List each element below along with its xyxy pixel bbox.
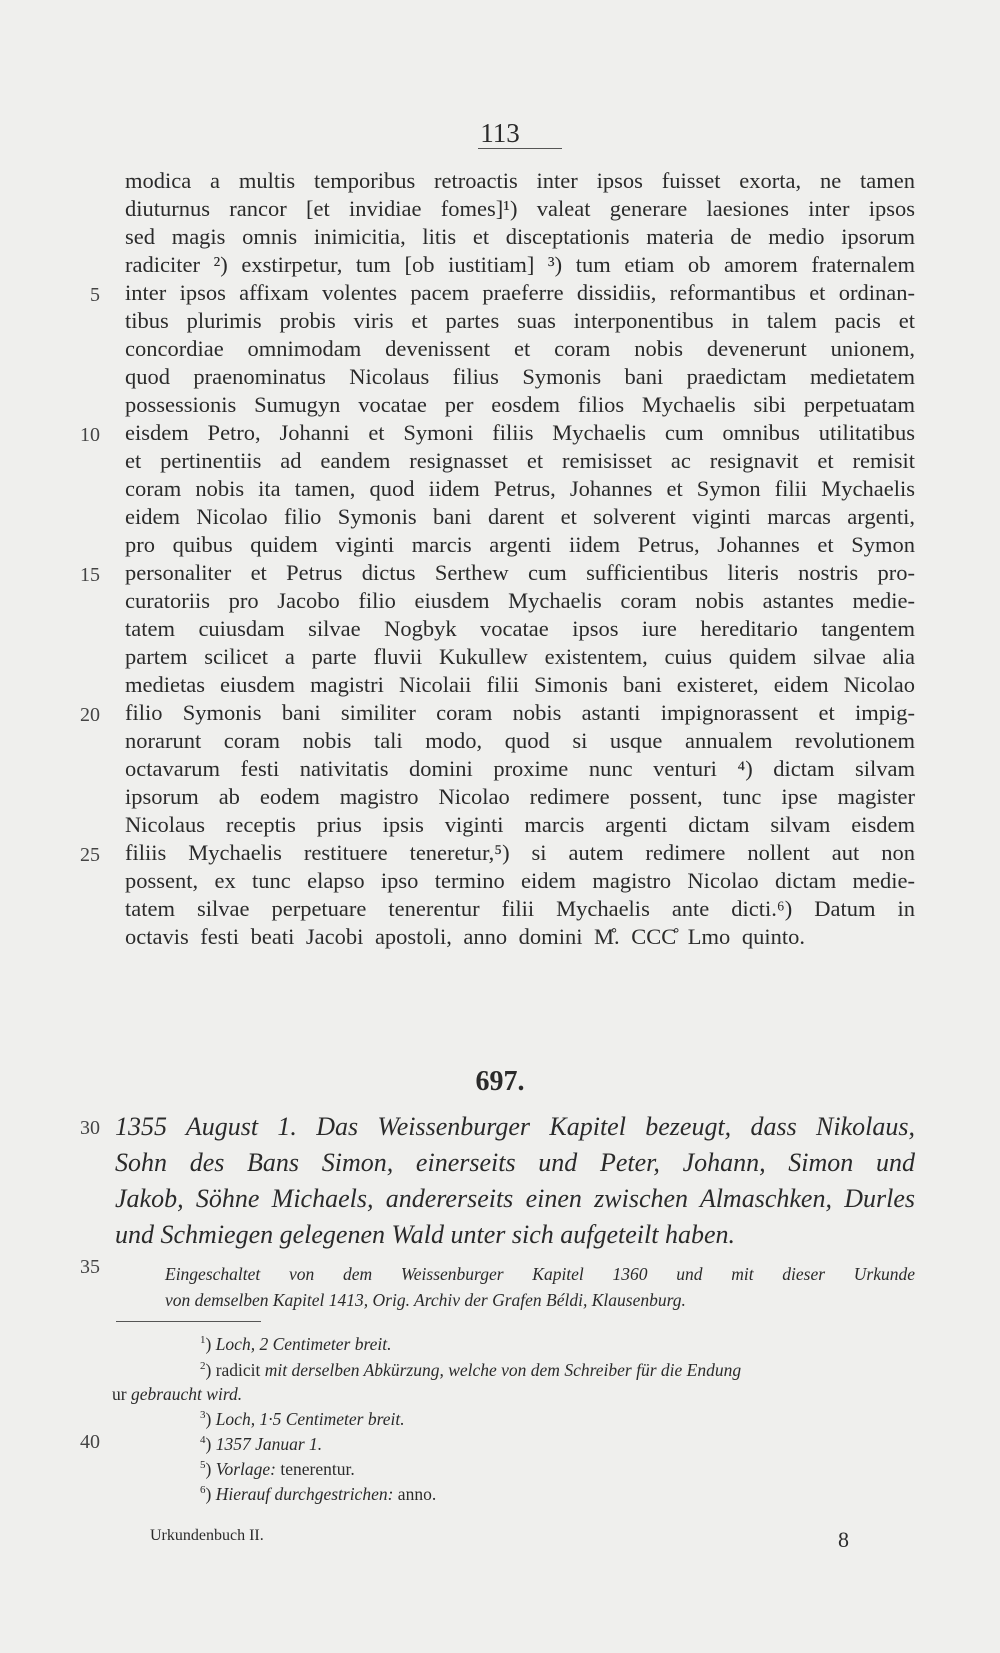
body-line: octavarum festi nativitatis domini proxime nunc venturi ⁴) dictam silvam <box>125 756 915 781</box>
body-line: sed magis omnis inimicitia, litis et disceptationis materia de medio ipsorum <box>125 224 915 249</box>
body-line: possessionis Sumugyn vocatae per eosdem filios Mychaelis sibi perpetuatam <box>125 392 915 417</box>
footnote-2: $^2$) radicit mit derselben Abkürzung, welche von dem Schreiber für die Endung <box>200 1360 742 1380</box>
body-line: ipsorum ab eodem magistro Nicolao redimere possent, tunc ipse magister <box>125 784 915 809</box>
footnote-text: gebraucht wird. <box>130 1384 243 1404</box>
body-line: partem scilicet a parte fluvii Kukullew existentem, cuius quidem silvae alia <box>125 644 915 669</box>
footnote-text: Loch, 2 Centimeter breit. <box>215 1334 392 1354</box>
footnote-6: $^6$) Hierauf durchgestrichen: anno. <box>200 1484 437 1504</box>
body-line: Nicolaus receptis prius ipsis viginti marcis argenti dictam silvam eisdem <box>125 812 915 837</box>
line-number: 35 <box>80 1256 100 1278</box>
footnote-mark: 6 <box>200 1484 206 1497</box>
body-line: tatem cuiusdam silvae Nogbyk vocatae ipsos iure hereditario tangentem <box>125 616 915 641</box>
footnote-1: $^1$) Loch, 2 Centimeter breit. <box>200 1334 392 1354</box>
body-line: norarunt coram nobis tali modo, quod si usque annualem revolutionem <box>125 728 915 753</box>
body-line: quod praenominatus Nicolaus filius Symonis bani praedictam medietatem <box>125 364 915 389</box>
source-line: von demselben Kapitel 1413, Orig. Archiv der Grafen Béldi, Klausenburg. <box>165 1290 686 1310</box>
footnote-2-continuation <box>112 1384 242 1405</box>
line-number: 40 <box>80 1431 100 1453</box>
footnote-mark: 4 <box>200 1434 206 1447</box>
footnote-word: tenerentur. <box>280 1459 355 1479</box>
regest-line: Jakob, Söhne Michaels, andererseits einen zwischen Almaschken, Durles <box>115 1184 915 1213</box>
body-line: modica a multis temporibus retroactis inter ipsos fuisset exorta, ne tamen <box>125 168 915 193</box>
footnote-label: Hierauf durchgestrichen: <box>215 1484 394 1504</box>
footnote-mark: 5 <box>200 1459 206 1472</box>
body-line: filiis Mychaelis restituere teneretur,⁵) si autem redimere nollent aut non <box>125 840 915 865</box>
footnote-5: $^5$) Vorlage: tenerentur. <box>200 1459 355 1479</box>
footnote-mark: 2 <box>200 1360 206 1373</box>
footer-title: Urkundenbuch II. <box>150 1527 264 1544</box>
body-line: eisdem Petro, Johanni et Symoni filiis Mychaelis cum omnibus utilitatibus <box>125 420 915 445</box>
page-number-rule <box>478 148 562 149</box>
footnote-word: ur <box>112 1384 127 1404</box>
body-line: filio Symonis bani similiter coram nobis astanti impignorassent et impig- <box>125 700 915 725</box>
body-line: octavis festi beati Jacobi apostoli, anno domini M̊. CCC̊ Lmo quinto. <box>125 924 805 949</box>
signature-mark: 8 <box>838 1527 849 1552</box>
footnote-text: Loch, 1·5 Centimeter breit. <box>215 1409 405 1429</box>
body-line: concordiae omnimodam devenissent et coram nobis devenerunt unionem, <box>125 336 915 361</box>
body-line: inter ipsos affixam volentes pacem praeferre dissidiis, reformantibus et ordinan- <box>125 280 915 305</box>
regest-line: 1355 August 1. Das Weissenburger Kapitel bezeugt, dass Nikolaus, <box>115 1112 915 1141</box>
footnote-label: Vorlage: <box>215 1459 276 1479</box>
body-line: curatoriis pro Jacobo filio eiusdem Mychaelis coram nobis astantes medie- <box>125 588 915 613</box>
line-number: 15 <box>80 564 100 586</box>
footnote-3: $^3$) Loch, 1·5 Centimeter breit. <box>200 1409 405 1429</box>
line-number: 30 <box>80 1117 100 1139</box>
line-number: 25 <box>80 844 100 866</box>
line-number: 10 <box>80 424 100 446</box>
body-line: possent, ex tunc elapso ipso termino eidem magistro Nicolao dictam medie- <box>125 868 915 893</box>
body-line: personaliter et Petrus dictus Serthew cum sufficientibus literis nostris pro- <box>125 560 915 585</box>
body-line: coram nobis ita tamen, quod iidem Petrus, Johannes et Symon filii Mychaelis <box>125 476 915 501</box>
footnote-word: anno. <box>397 1484 437 1504</box>
body-line: tatem silvae perpetuare tenerentur filii Mychaelis ante dicti.⁶) Datum in <box>125 896 915 921</box>
body-line: tibus plurimis probis viris et partes suas interponentibus in talem pacis et <box>125 308 915 333</box>
footnote-4: $^4$) 1357 Januar 1. <box>200 1434 323 1454</box>
body-line: pro quibus quidem viginti marcis argenti iidem Petrus, Johannes et Symon <box>125 532 915 557</box>
page-number: 113 <box>480 118 520 148</box>
footnote-mark: 1 <box>200 1334 206 1347</box>
body-line: eidem Nicolao filio Symonis bani darent et solverent viginti marcas argenti, <box>125 504 915 529</box>
body-line: medietas eiusdem magistri Nicolaii filii Simonis bani existeret, eidem Nicolao <box>125 672 915 697</box>
footnote-text: 1357 Januar 1. <box>215 1434 323 1454</box>
line-number: 5 <box>90 284 100 306</box>
footnote-rule <box>116 1321 261 1322</box>
source-line: Eingeschaltet von dem Weissenburger Kapitel 1360 und mit dieser Urkunde <box>165 1264 915 1284</box>
line-number: 20 <box>80 704 100 726</box>
body-line: et pertinentiis ad eandem resignasset et remisisset ac resignavit et remisit <box>125 448 915 473</box>
body-line: radiciter ²) exstirpetur, tum [ob iustitiam] ³) tum etiam ob amorem fraternalem <box>125 252 915 277</box>
regest-line: Sohn des Bans Simon, einerseits und Peter, Johann, Simon und <box>115 1148 915 1177</box>
footnote-text: mit derselben Abkürzung, welche von dem Schreiber für die Endung <box>264 1360 742 1380</box>
footnote-mark: 3 <box>200 1409 206 1422</box>
document-number: 697. <box>475 1066 525 1097</box>
footnote-word: radicit <box>215 1360 261 1380</box>
regest-line: und Schmiegen gelegenen Wald unter sich aufgeteilt haben. <box>115 1220 736 1249</box>
body-line: diuturnus rancor [et invidiae fomes]¹) valeat generare laesiones inter ipsos <box>125 196 915 221</box>
